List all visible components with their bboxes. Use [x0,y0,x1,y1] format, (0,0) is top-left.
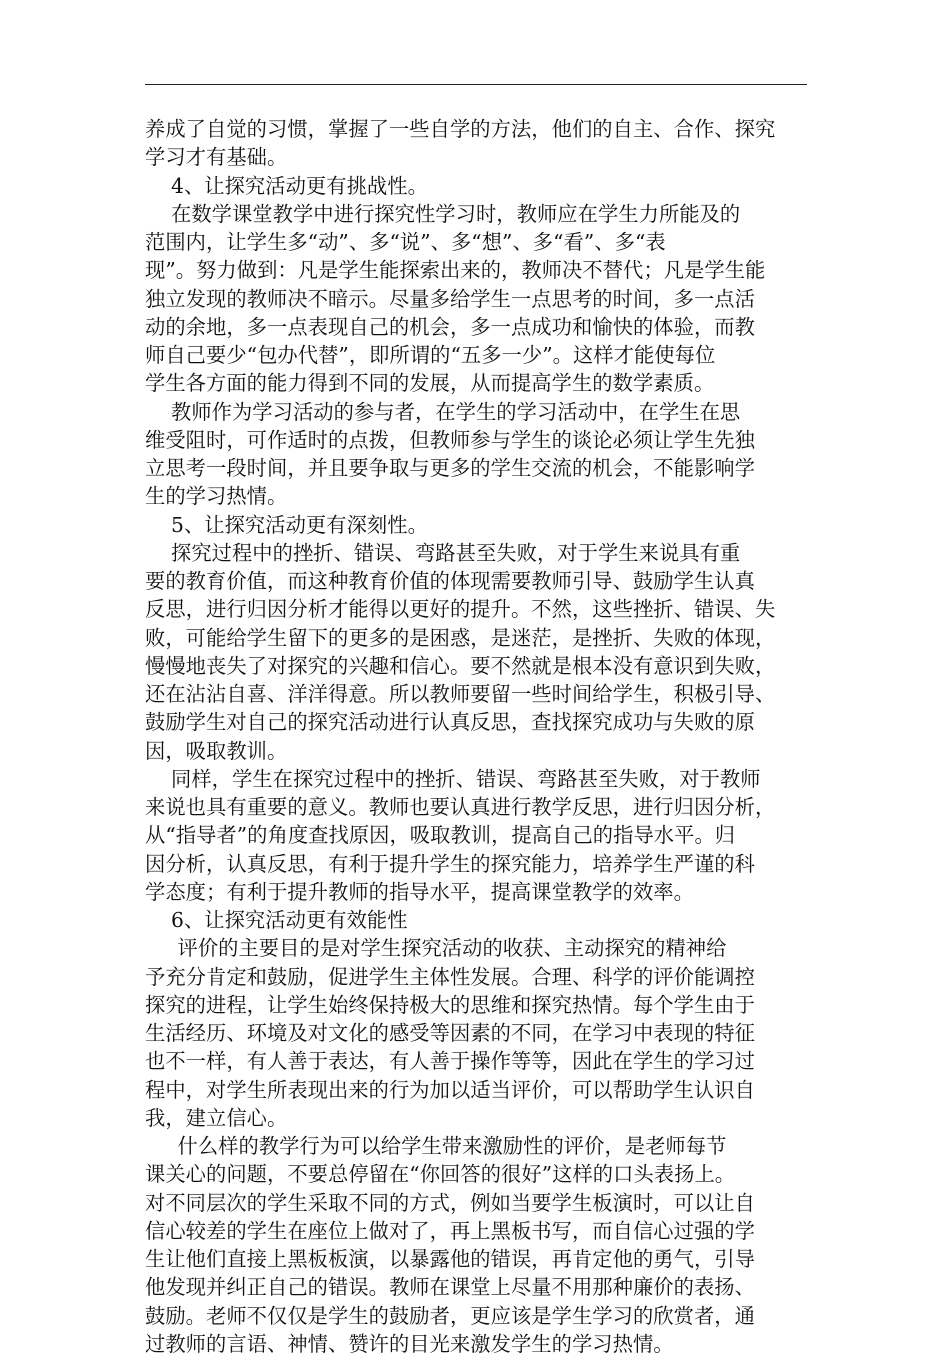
text-line: 学生各方面的能力得到不同的发展，从而提高学生的数学素质。 [145,371,715,396]
text-line: 我，建立信心。 [145,1105,288,1130]
text-line: 养成了自觉的习惯，掌握了一些自学的方法，他们的自主、合作、探究 [145,117,776,141]
text-line: 4、让探究活动更有挑战性。 [145,173,428,198]
text-line: 信心较差的学生在座位上做对了，再上黑板书写，而自信心过强的学 [145,1218,755,1243]
text-line: 还在沾沾自喜、洋洋得意。所以教师要留一些时间给学生，积极引导、 [145,682,776,706]
text-line: 在数学课堂教学中进行探究性学习时，教师应在学生力所能及的 [145,201,741,226]
text-line: 生让他们直接上黑板板演，以暴露他的错误，再肯定他的勇气，引导 [145,1247,755,1271]
text-line: 败，可能给学生留下的更多的是困惑，是迷茫，是挫折、失败的体现， [145,625,776,650]
text-line: 同样，学生在探究过程中的挫折、错误、弯路甚至失败，对于教师 [145,766,761,791]
text-line: 过教师的言语、神情、赞许的目光来激发学生的学习热情。 [145,1331,674,1356]
text-line: 生的学习热情。 [145,484,288,509]
text-line: 鼓励学生对自己的探究活动进行认真反思，查找探究成功与失败的原 [145,710,755,735]
text-line: 探究的进程，让学生始终保持极大的思维和探究热情。每个学生由于 [145,992,755,1017]
text-line: 维受阻时，可作适时的点拨，但教师参与学生的谈论必须让学生先独 [145,427,755,452]
text-line: 程中，对学生所表现出来的行为加以适当评价，可以帮助学生认识自 [145,1077,755,1102]
text-line: 评价的主要目的是对学生探究活动的收获、主动探究的精神给 [145,936,727,961]
text-line: 他发现并纠正自己的错误。教师在课堂上尽量不用那种廉价的表扬、 [145,1275,755,1300]
text-line: 从“指导者”的角度查找原因，吸取教训，提高自己的指导水平。归 [145,823,736,848]
text-line: 予充分肯定和鼓励，促进学生主体性发展。合理、科学的评价能调控 [145,964,755,989]
text-line: 探究过程中的挫折、错误、弯路甚至失败，对于学生来说具有重 [145,540,741,565]
text-line: 动的余地，多一点表现自己的机会，多一点成功和愉快的体验，而教 [145,314,755,339]
text-line: 独立发现的教师决不暗示。尽量多给学生一点思考的时间，多一点活 [145,286,755,311]
text-line: 反思，进行归因分析才能得以更好的提升。不然，这些挫折、错误、失 [145,597,776,622]
text-line: 什么样的教学行为可以给学生带来激励性的评价，是老师每节 [145,1134,727,1158]
text-line: 师自己要少“包办代替”，即所谓的“五多一少”。这样才能使每位 [145,343,716,367]
text-line: 学态度；有利于提升教师的指导水平，提高课堂教学的效率。 [145,879,694,904]
text-line: 教师作为学习活动的参与者，在学生的学习活动中，在学生在思 [145,399,741,424]
document-body [145,115,807,1358]
text-line: 要的教育价值，而这种教育价值的体现需要教师引导、鼓励学生认真 [145,569,755,593]
text-line: 生活经历、环境及对文化的感受等因素的不同，在学习中表现的特征 [145,1021,755,1045]
text-line: 慢慢地丧失了对探究的兴趣和信心。要不然就是根本没有意识到失败， [145,653,776,678]
text-line: 因分析，认真反思，有利于提升学生的探究能力，培养学生严谨的科 [145,851,755,876]
text-line: 学习才有基础。 [145,145,288,170]
text-line: 因，吸取教训。 [145,738,288,763]
header-rule [145,84,807,85]
text-line: 立思考一段时间，并且要争取与更多的学生交流的机会，不能影响学 [145,456,755,480]
text-line: 5、让探究活动更有深刻性。 [145,512,428,537]
text-line: 也不一样，有人善于表达，有人善于操作等等，因此在学生的学习过 [145,1049,755,1074]
text-line: 对不同层次的学生采取不同的方式，例如当要学生板演时，可以让自 [145,1190,755,1215]
text-line: 课关心的问题，不要总停留在“你回答的很好”这样的口头表扬上。 [145,1162,736,1187]
text-line: 6、让探究活动更有效能性 [145,908,408,932]
text-line: 范围内，让学生多“动”、多“说”、多“想”、多“看”、多“表 [145,230,666,254]
text-line: 鼓励。老师不仅仅是学生的鼓励者，更应该是学生学习的欣赏者，通 [145,1303,755,1328]
text-line: 现”。努力做到：凡是学生能探索出来的，教师决不替代；凡是学生能 [145,258,766,283]
text-line: 来说也具有重要的意义。教师也要认真进行教学反思，进行归因分析， [145,795,776,819]
